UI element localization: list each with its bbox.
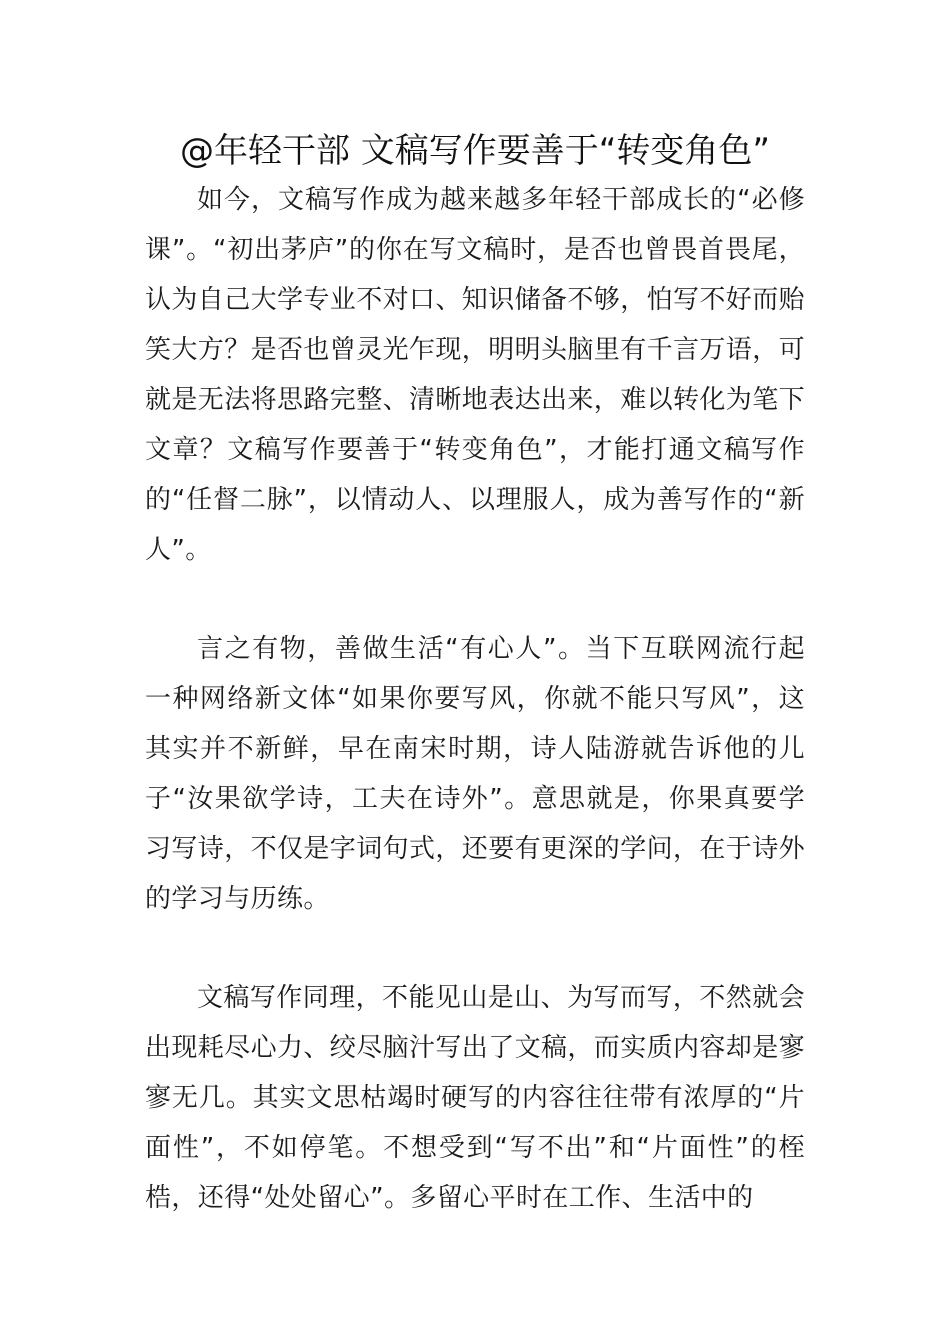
paragraph-2: 言之有物，善做生活“有心人”。当下互联网流行起一种网络新文体“如果你要写风，你就不能只写风”，这其实并不新鲜，早在南宋时期，诗人陆游就告诉他的儿子“汝果欲学诗，工夫在诗外”。意思就是，你果真要学习写诗，不仅是字词句式，还要有更深的学问，在于诗外的学习与历练。 (145, 634, 806, 914)
document-title: @年轻干部 文稿写作要善于“转变角色” (179, 131, 771, 171)
paragraph-1: 如今，文稿写作成为越来越多年轻干部成长的“必修课”。“初出茅庐”的你在写文稿时，是否也曾畏首畏尾，认为自己大学专业不对口、知识储备不够，怕写不好而贻笑大方？是否也曾灵光乍现，明明头脑里有千言万语，可就是无法将思路完整、清晰地表达出来，难以转化为笔下文章？文稿写作要善于“转变角色”，才能打通文稿写作的“任督二脉”，以情动人、以理服人，成为善写作的“新人”。 (145, 185, 806, 565)
paragraph-3: 文稿写作同理，不能见山是山、为写而写，不然就会出现耗尽心力、绞尽脑汁写出了文稿，而实质内容却是寥寥无几。其实文思枯竭时硬写的内容往往带有浓厚的“片面性”，不如停笔。不想受到“写不出”和“片面性”的桎梏，还得“处处留心”。多留心平时在工作、生活中的 (145, 983, 806, 1213)
